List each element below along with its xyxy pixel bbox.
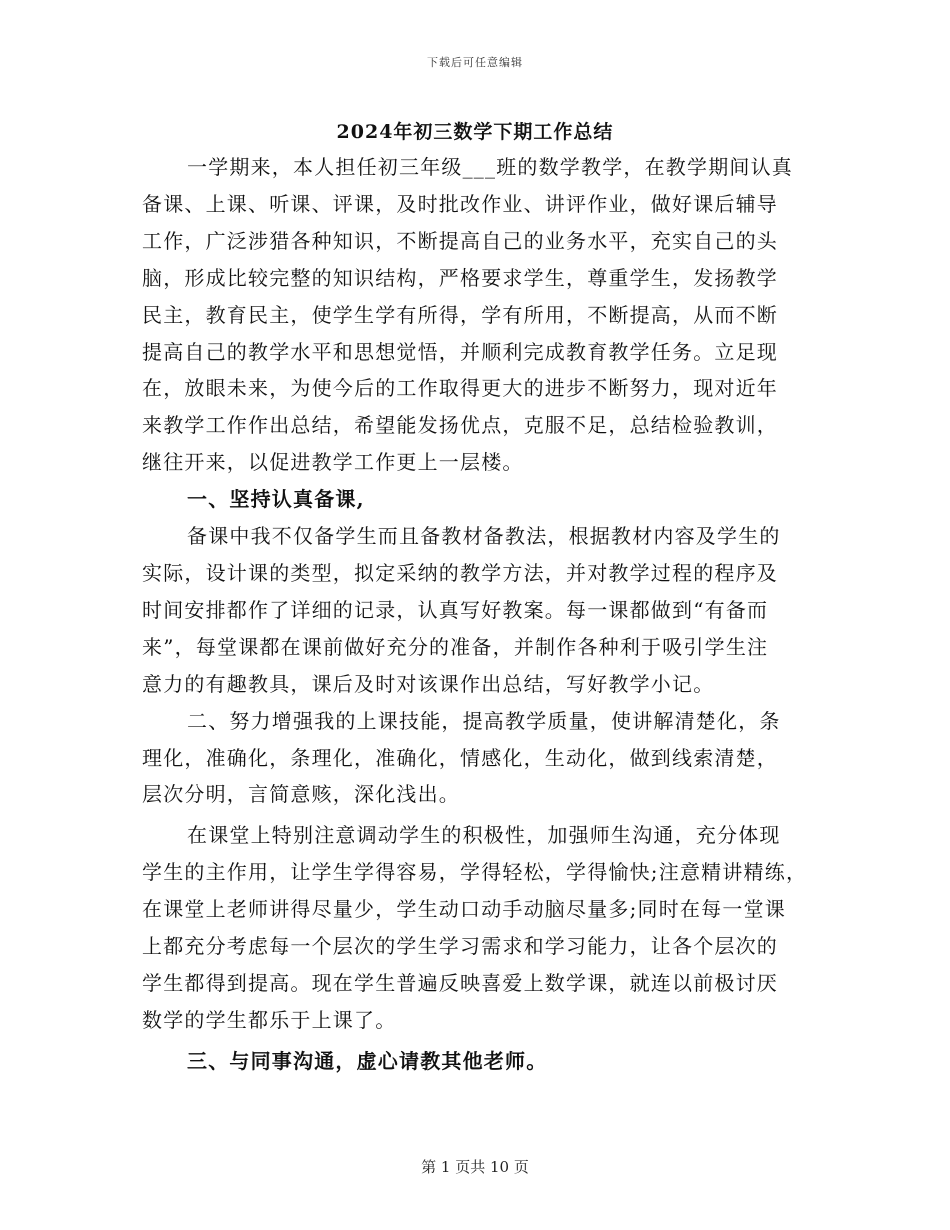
text-line: 一学期来，本人担任初三年级___班的数学教学，在教学期间认真 <box>187 155 793 179</box>
text-line: 民主，教育民主，使学生学有所得，学有所用，不断提高，从而不断 <box>142 302 778 327</box>
text-line: 备课中我不仅备学生而且备教材备教法，根据教材内容及学生的 <box>187 524 781 549</box>
section2b-paragraph <box>142 817 810 1038</box>
section-heading-3: 三、与同事沟通，虚心请教其他老师。 <box>187 1048 548 1073</box>
text-line: 层次分明，言简意赅，深化浅出。 <box>142 782 460 807</box>
text-line: 备课、上课、听课、评课，及时批改作业、讲评作业，做好课后辅导 <box>142 191 778 216</box>
text-line: 上都充分考虑每一个层次的学生学习需求和学习能力，让各个层次的 <box>142 934 778 959</box>
text-line: 数学的学生都乐于上课了。 <box>142 1007 397 1032</box>
document-title: 2024年初三数学下期工作总结 <box>336 121 614 143</box>
page-header-note: 下载后可任意编辑 <box>427 56 523 69</box>
text-line: 二、努力增强我的上课技能，提高教学质量，使讲解清楚化，条 <box>187 708 781 733</box>
intro-paragraph <box>142 149 810 481</box>
text-line: 实际，设计课的类型，拟定采纳的教学方法，并对教学过程的程序及 <box>142 560 778 585</box>
page-footer-number: 第 1 页共 10 页 <box>421 1158 529 1176</box>
text-line: 继往开来，以促进教学工作更上一层楼。 <box>142 450 524 475</box>
text-line: 时间安排都作了详细的记录，认真写好教案。每一课都做到“有备而 <box>142 597 769 622</box>
text-line: 在课堂上老师讲得尽量少，学生动口动手动脑尽量多;同时在每一堂课 <box>142 897 786 922</box>
text-line: 工作，广泛涉猎各种知识，不断提高自己的业务水平，充实自己的头 <box>142 228 778 253</box>
text-line: 在，放眼未来，为使今后的工作取得更大的进步不断努力，现对近年 <box>142 376 778 401</box>
text-line: 来”，每堂课都在课前做好充分的准备，并制作各种利于吸引学生注 <box>142 634 769 659</box>
text-line: 意力的有趣教具，课后及时对该课作出总结，写好教学小记。 <box>142 671 715 696</box>
text-line: 学生都得到提高。现在学生普遍反映喜爱上数学课，就连以前极讨厌 <box>142 970 778 995</box>
text-line: 提高自己的教学水平和思想觉悟，并顺利完成教育教学任务。立足现 <box>142 339 778 364</box>
section2-paragraph <box>142 703 810 814</box>
text-line: 在课堂上特别注意调动学生的积极性，加强师生沟通，充分体现 <box>187 823 781 848</box>
text-line: 脑，形成比较完整的知识结构，严格要求学生，尊重学生，发扬教学 <box>142 265 778 290</box>
section-heading-1: 一、坚持认真备课, <box>187 487 365 512</box>
section1-paragraph <box>142 518 810 703</box>
text-line: 理化，准确化，条理化，准确化，情感化，生动化，做到线索清楚， <box>142 745 778 770</box>
text-line: 来教学工作作出总结，希望能发扬优点，克服不足，总结检验教训， <box>142 413 778 438</box>
document-body <box>142 149 810 1080</box>
text-line: 学生的主作用，让学生学得容易，学得轻松，学得愉快;注意精讲精练， <box>142 860 808 885</box>
